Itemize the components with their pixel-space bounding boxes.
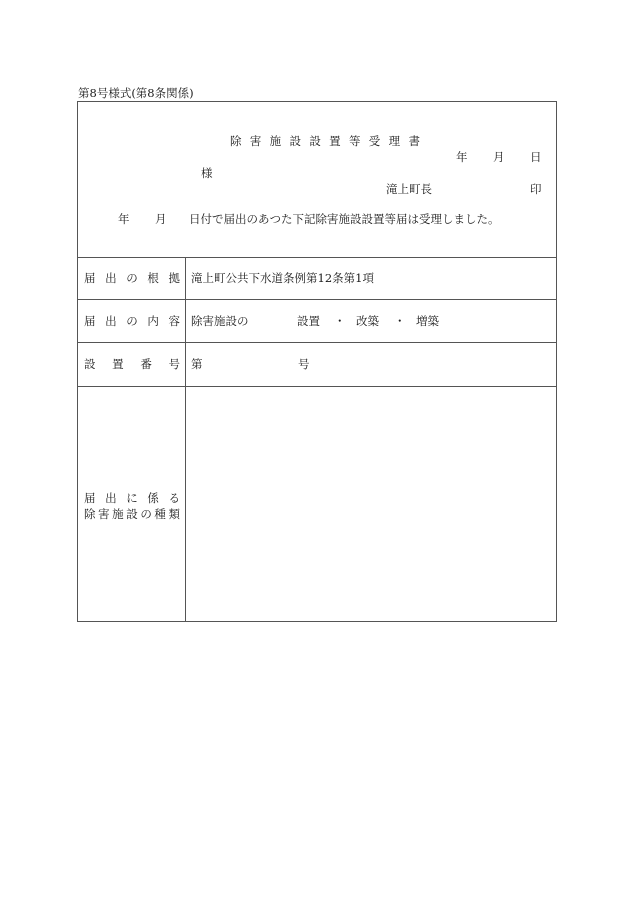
option-renovation: 改築: [356, 314, 379, 328]
certificate-frame: [77, 101, 557, 622]
divider: [78, 386, 556, 387]
title-char: 設: [289, 134, 301, 148]
title-char: 施: [269, 134, 282, 148]
label-char: 置: [112, 357, 124, 371]
option-separator: ・: [334, 314, 346, 328]
option-separator: ・: [394, 314, 406, 328]
label-char: 種: [154, 507, 166, 521]
content-prefix: 除害施設の: [191, 314, 249, 328]
divider: [78, 342, 556, 343]
label-char: 類: [168, 507, 180, 521]
label-char: の: [126, 314, 138, 328]
issuer-name: 滝上町長: [386, 182, 432, 196]
label-char: 容: [168, 314, 180, 328]
seal-mark: 印: [530, 182, 542, 196]
label-char: 施: [112, 507, 124, 521]
label-char: 出: [105, 314, 117, 328]
label-char: 内: [147, 314, 159, 328]
addressee-suffix: 様: [201, 166, 213, 180]
row-label-content: [84, 313, 180, 329]
option-extension: 増築: [416, 314, 439, 328]
label-char: 出: [105, 491, 117, 505]
label-char: 根: [147, 271, 159, 285]
date-day: 日: [530, 150, 542, 164]
label-char: 拠: [168, 271, 180, 285]
label-char: 出: [105, 271, 117, 285]
date-year: 年: [456, 150, 468, 164]
label-char: の: [126, 271, 138, 285]
divider: [78, 299, 556, 300]
label-char: 除: [84, 507, 96, 521]
number-prefix: 第: [191, 357, 203, 371]
label-char: に: [126, 491, 138, 505]
basis-value: 滝上町公共下水道条例第12条第1項: [191, 271, 374, 285]
title-char: 害: [249, 134, 262, 148]
body-year: 年: [118, 212, 130, 226]
label-char: の: [140, 507, 152, 521]
body-text: 日付で届出のあつた下記除害施設設置等届は受理しました。: [189, 212, 500, 226]
title-char: 受: [368, 134, 381, 148]
title-char: 除: [230, 134, 242, 148]
label-char: 害: [98, 507, 110, 521]
title-char: 等: [348, 134, 361, 148]
label-char: 届: [84, 314, 96, 328]
label-char: る: [168, 491, 180, 505]
label-char: 設: [126, 507, 138, 521]
label-char: 係: [147, 491, 159, 505]
document-title: [230, 133, 420, 149]
option-installation: 設置: [297, 314, 320, 328]
title-char: 置: [329, 134, 341, 148]
form-number-label: 第8号様式(第8条関係): [78, 86, 194, 100]
label-char: 設: [84, 357, 96, 371]
row-label-facility-type-line2: [84, 506, 180, 522]
divider: [78, 257, 556, 258]
label-column-divider: [185, 257, 186, 621]
label-char: 号: [168, 357, 180, 371]
title-char: 理: [388, 134, 401, 148]
title-char: 書: [408, 134, 420, 148]
row-label-basis: [84, 270, 180, 286]
label-char: 番: [140, 357, 152, 371]
date-month: 月: [493, 150, 505, 164]
label-char: 届: [84, 271, 96, 285]
row-label-number: [84, 356, 180, 372]
title-char: 設: [309, 134, 321, 148]
label-char: 届: [84, 491, 96, 505]
body-month: 月: [155, 212, 167, 226]
row-label-facility-type-line1: [84, 490, 180, 506]
number-suffix: 号: [298, 357, 310, 371]
